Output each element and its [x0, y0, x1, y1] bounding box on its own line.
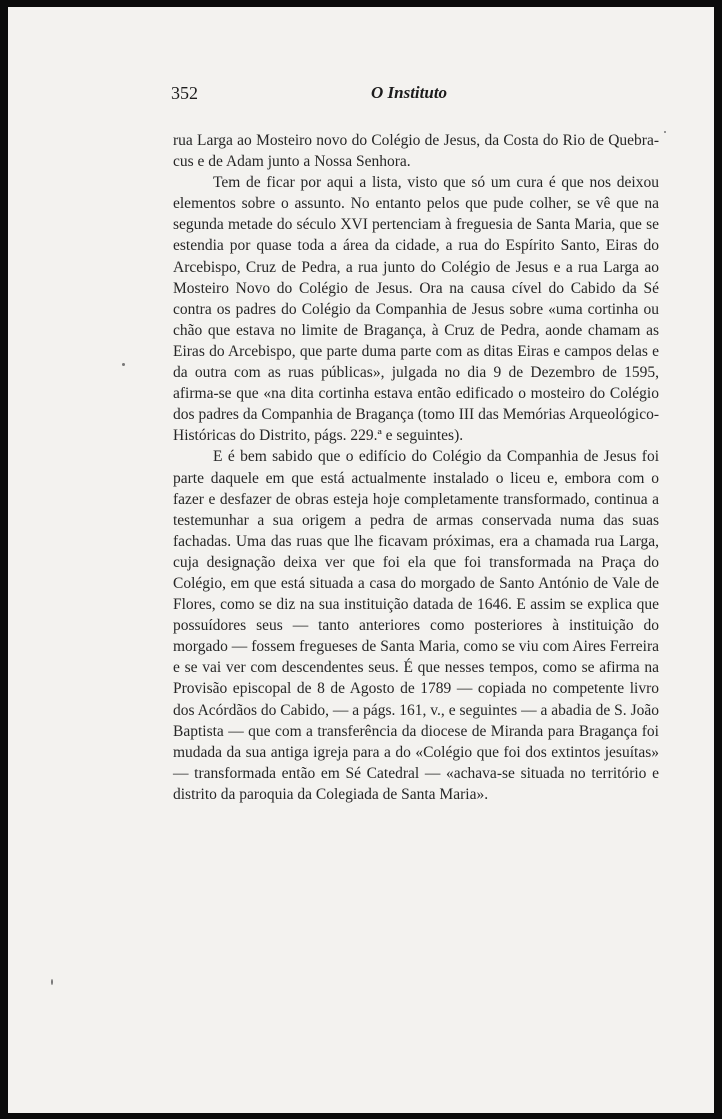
- page-header: [171, 83, 661, 109]
- paragraph-2: Tem de ficar por aqui a lista, visto que só um cura é que nos deixou elementos sobre o assunto. No entanto pelos que pude colher, se vê que na segunda metade do século XVI pertenciam à freguesia de Santa Maria, que se estendia por quase toda a área da cidade, a rua do Espírito Santo, Eiras do Arcebispo, Cruz de Pedra, a rua junto do Colégio de Jesus e a rua Larga ao Mosteiro Novo do Colégio de Jesus. Ora na causa cível do Cabido da Sé contra os padres do Colégio da Companhia de Jesus sobre «uma cortinha ou chão que estava no limite de Bragança, à Cruz de Pedra, aonde chamam as Eiras do Arcebispo, que parte duma parte com as ditas Eiras e campos delas e da outra com as ruas públicas», julgada no dia 9 de Dezembro de 1595, afirma-se que «na dita cortinha estava então edificado o mosteiro do Colégio dos padres da Companhia de Bragança (tomo III das Memórias Arqueológico-Históricas do Distrito, págs. 229.ª e seguintes).: [173, 174, 659, 445]
- running-title: O Instituto: [371, 83, 448, 102]
- paper-speck: [122, 363, 125, 366]
- paper-speck: [664, 131, 666, 133]
- body-text: [173, 130, 659, 805]
- paper-speck: [51, 979, 53, 985]
- paragraph-3: E é bem sabido que o edifício do Colégio da Companhia de Jesus foi parte daquele em que está actualmente instalado o liceu e, embora com o fazer e desfazer de obras esteja hoje completamente transformado, continua a testemunhar a sua origem a pedra de armas conservada numa das suas fachadas. Uma das ruas que lhe ficavam próximas, era a chamada rua Larga, cuja designação deixa ver que foi ela que foi transformada na Praça do Colégio, em que está situada a casa do morgado de Santo António de Vale de Flores, como se diz na sua instituição datada de 1646. E assim se explica que possuídores seus — tanto anteriores como posteriores à instituição do morgado — fossem fregueses de Santa Maria, como se viu com Aires Ferreira e se vai ver com descendentes seus. É que nesses tempos, como se afirma na Provisão episcopal de 8 de Agosto de 1789 — copiada no competente livro dos Acórdãos do Cabido, — a págs. 161, v., e seguintes — a abadia de S. João Baptista — que com a transferência da diocese de Miranda para Bragança foi mudada da sua antiga igreja para a do «Colégio que foi dos extintos jesuítas» — transformada então em Sé Catedral — «achava-se situada no território e distrito da paroquia da Colegiada de Santa Maria».: [173, 448, 659, 803]
- paragraph-1: rua Larga ao Mosteiro novo do Colégio de Jesus, da Costa do Rio de Quebra-cus e de Adam junto a Nossa Senhora.: [173, 132, 659, 171]
- page-number: 352: [171, 83, 198, 103]
- book-page: [8, 7, 714, 1113]
